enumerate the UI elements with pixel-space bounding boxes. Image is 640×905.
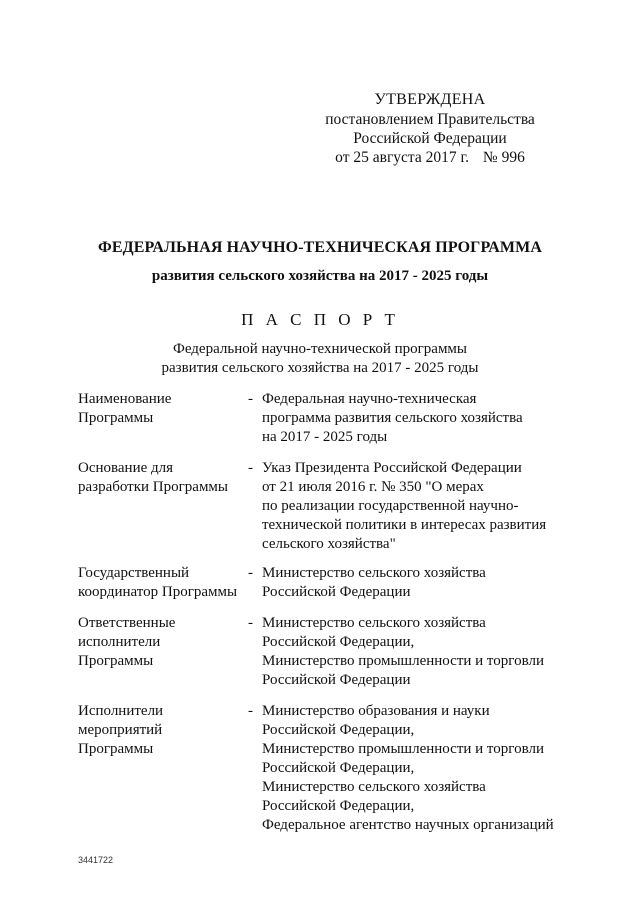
table-row-coordinator: [78, 564, 572, 602]
row-label: Государственный координатор Программы: [78, 565, 238, 600]
row-value: Министерство сельского хозяйства Российской Федерации: [262, 565, 486, 600]
passport-subtitle-1: Федеральной научно-технической программы: [172, 341, 468, 357]
row-dash: -: [248, 615, 253, 631]
approval-line-2: Российской Федерации: [353, 130, 507, 147]
row-value: Федеральная научно-техническая программа развития сельского хозяйства на 2017 - 2025 годы: [262, 391, 523, 445]
table-row-responsible: [78, 614, 572, 690]
passport-heading: П А С П О Р Т: [241, 310, 399, 329]
row-value: Министерство образования и науки Российской Федерации, Министерство промышленности и торговли Российской Федерации, Министерство сельского хозяйства Российской Федерации, Федеральное агентство научных организаций: [262, 703, 554, 833]
passport-section: [60, 310, 580, 378]
approval-date-line: [310, 148, 550, 167]
row-value: Министерство сельского хозяйства Российской Федерации, Министерство промышленности и торговли Российской Федерации: [262, 615, 544, 688]
program-title: [60, 234, 580, 290]
approval-date: от 25 августа 2017 г.: [335, 149, 470, 166]
approval-stamp: [310, 90, 550, 167]
program-title-line-1: ФЕДЕРАЛЬНАЯ НАУЧНО-ТЕХНИЧЕСКАЯ ПРОГРАММА: [98, 239, 542, 256]
approval-number: 996: [501, 149, 525, 166]
row-label: Исполнители мероприятий Программы: [78, 703, 164, 757]
row-dash: -: [248, 703, 253, 719]
row-label: Наименование Программы: [78, 391, 172, 426]
row-dash: -: [248, 391, 253, 407]
approval-number-sign: №: [482, 149, 498, 166]
row-dash: -: [248, 460, 253, 476]
approval-heading: УТВЕРЖДЕНА: [374, 91, 486, 108]
passport-subtitle-2: развития сельского хозяйства на 2017 - 2025 годы: [161, 360, 479, 376]
row-label: Основание для разработки Программы: [78, 460, 228, 495]
document-code: 3441722: [78, 855, 114, 865]
table-row-basis: [78, 459, 572, 554]
row-label: Ответственные исполнители Программы: [78, 615, 176, 669]
row-dash: -: [248, 565, 253, 581]
program-title-line-2: развития сельского хозяйства на 2017 - 2025 годы: [151, 268, 489, 284]
table-row-executors: [78, 702, 572, 835]
table-row-name: [78, 390, 572, 447]
row-value: Указ Президента Российской Федерации от 21 июля 2016 г. № 350 "О мерах по реализации государственной научно- технической политики в интересах развития сельского хозяйства": [262, 460, 547, 552]
approval-line-1: постановлением Правительства: [325, 111, 535, 128]
